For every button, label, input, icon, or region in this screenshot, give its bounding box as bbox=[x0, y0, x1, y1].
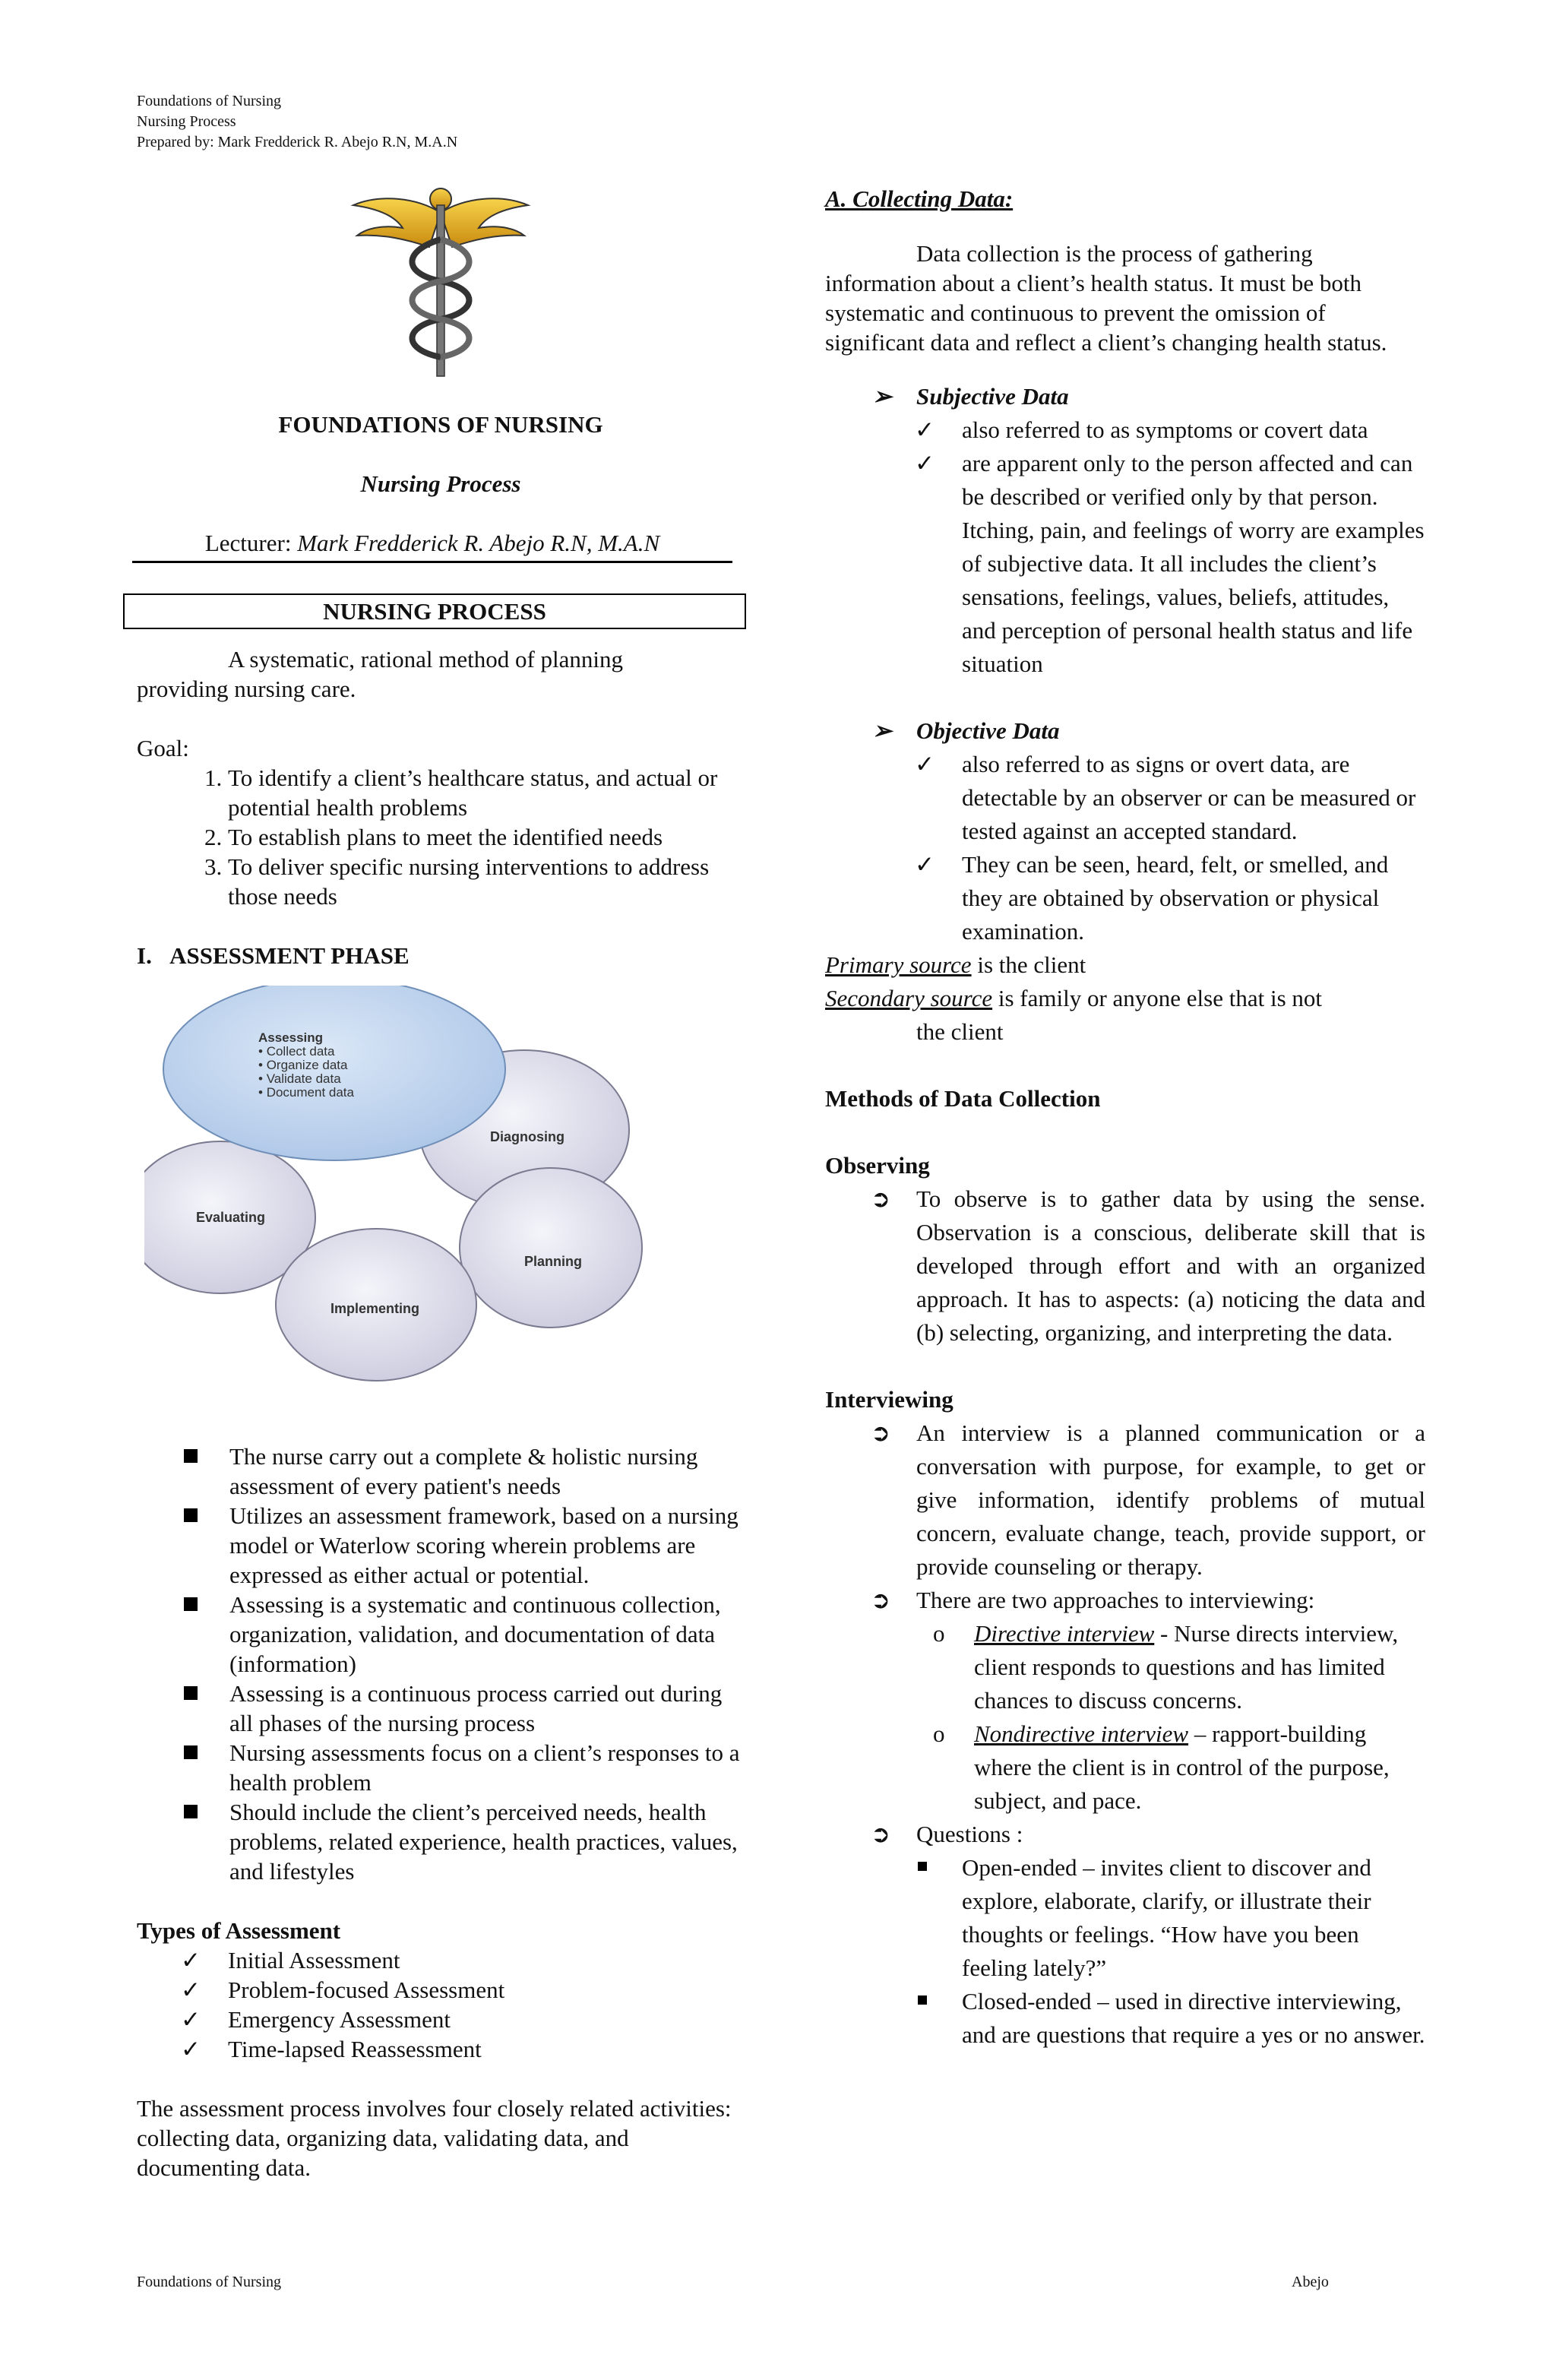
goal-label: Goal: bbox=[137, 735, 189, 761]
methods-heading: Methods of Data Collection bbox=[825, 1085, 1101, 1112]
header-line-1: Foundations of Nursing bbox=[137, 93, 281, 109]
phase-title: ASSESSMENT PHASE bbox=[169, 942, 410, 969]
interviewing-heading: Interviewing bbox=[825, 1386, 954, 1413]
arrow-bullet-icon: ➲ bbox=[871, 1821, 890, 1847]
primary-source-label: Primary source bbox=[825, 951, 972, 978]
assessing-item: • Organize data bbox=[258, 1058, 348, 1072]
circle-bullet-icon: o bbox=[933, 1620, 945, 1647]
triangle-bullet-icon: ➢ bbox=[872, 383, 892, 410]
interview-def: ➲ An interview is a planned communication or a conversation with purpose, for example, to get or give information, identify problems of mutual concern, evaluate change, teach, provide support, or provide counseling or therapy. bbox=[825, 1416, 1425, 1584]
check-icon: ✓ bbox=[181, 2006, 201, 2033]
observing-item: ➲ To observe is to gather data by using the sense. Observation is a conscious, deliberate skill that is developed through effort and with an organized approach. It has to aspects: (a) noticing the data and (b) selecting, organizing, and interpreting the data. bbox=[825, 1182, 1425, 1350]
type-item: ✓ Emergency Assessment bbox=[181, 2006, 451, 2033]
secondary-source-cont: the client bbox=[916, 1018, 1004, 1045]
definition-line2: providing nursing care. bbox=[137, 676, 356, 702]
footer-left: Foundations of Nursing bbox=[137, 2274, 281, 2290]
phase-heading bbox=[137, 941, 745, 970]
check-icon: ✓ bbox=[915, 751, 935, 777]
doc-subtitle: Nursing Process bbox=[360, 470, 521, 497]
assessing-item: • Validate data bbox=[258, 1071, 341, 1086]
subjective-item: ✓ also referred to as symptoms or covert data bbox=[825, 413, 1425, 447]
diagram-graphic bbox=[144, 986, 722, 1411]
directive-item: o Directive interview - Nurse directs interview, client responds to questions and has limited chances to discuss concerns. bbox=[825, 1617, 1425, 1717]
intro-paragraph: information about a client’s health status. It must be both systematic and continuous to prevent the omission of significant data and reflect a client’s changing health status. bbox=[825, 270, 1387, 356]
bullet-item: Assessing is a systematic and continuous collection, organization, validation, and documentation of data (information) bbox=[182, 1590, 745, 1679]
bullet-item: Assessing is a continuous process carried out during all phases of the nursing process bbox=[182, 1679, 745, 1738]
check-icon: ✓ bbox=[915, 450, 935, 476]
arrow-bullet-icon: ➲ bbox=[871, 1419, 890, 1446]
assessing-title: Assessing bbox=[258, 1030, 324, 1045]
square-bullet-icon bbox=[918, 1995, 927, 2005]
goal-list bbox=[137, 763, 745, 911]
objective-item: ✓ They can be seen, heard, felt, or smelled, and they are obtained by observation or physical examination. bbox=[825, 848, 1425, 948]
page-header bbox=[137, 91, 457, 153]
section-box-title: NURSING PROCESS bbox=[123, 593, 746, 629]
assessment-bullet-list bbox=[137, 1442, 745, 1886]
diagnosing-label: Diagnosing bbox=[490, 1129, 565, 1144]
assessing-label-group bbox=[258, 1031, 354, 1100]
check-icon: ✓ bbox=[181, 1976, 201, 2003]
definition-line1: A systematic, rational method of planning bbox=[228, 646, 624, 673]
nondirective-item: o Nondirective interview – rapport-building where the client is in control of the purpose, subject, and pace. bbox=[825, 1717, 1425, 1818]
observing-heading: Observing bbox=[825, 1152, 930, 1179]
phase-number: I. bbox=[137, 942, 152, 969]
subjective-heading: ➢ Subjective Data bbox=[825, 380, 1425, 413]
right-column bbox=[825, 182, 1425, 2052]
implementing-label: Implementing bbox=[330, 1301, 420, 1316]
type-item: ✓ Initial Assessment bbox=[181, 1947, 400, 1973]
assessing-item: • Document data bbox=[258, 1085, 354, 1100]
lecturer-line bbox=[132, 528, 732, 563]
check-icon: ✓ bbox=[181, 1947, 201, 1973]
section-a-title: A. Collecting Data: bbox=[825, 185, 1014, 212]
subjective-item: ✓ are apparent only to the person affected and can be described or verified only by that person. Itching, pain, and feelings of worry are examples of subjective data. It all includes the client’s sensations, feelings, values, beliefs, attitudes, and perception of personal health status and life situation bbox=[825, 447, 1425, 681]
closing-paragraph: The assessment process involves four closely related activities: collecting data, organizing data, validating data, and documenting data. bbox=[137, 2095, 732, 2181]
type-item: ✓ Problem-focused Assessment bbox=[181, 1976, 505, 2003]
question-type-item: Open-ended – invites client to discover and explore, elaborate, clarify, or illustrate their thoughts or feelings. “How have you been feeling lately?” bbox=[825, 1851, 1425, 1985]
left-column bbox=[137, 175, 745, 2182]
evaluating-label: Evaluating bbox=[196, 1210, 266, 1225]
triangle-bullet-icon: ➢ bbox=[872, 717, 892, 744]
nondirective-label: Nondirective interview bbox=[974, 1720, 1189, 1747]
type-item: ✓ Time-lapsed Reassessment bbox=[181, 2036, 482, 2062]
assessing-item: • Collect data bbox=[258, 1044, 335, 1059]
goal-item: 3. To deliver specific nursing interventions to address those needs bbox=[228, 852, 745, 911]
objective-item: ✓ also referred to as signs or overt data, are detectable by an observer or can be measured or tested against an accepted standard. bbox=[825, 748, 1425, 848]
goal-item: 2. To establish plans to meet the identified needs bbox=[228, 822, 745, 852]
check-icon: ✓ bbox=[915, 851, 935, 878]
planning-label: Planning bbox=[524, 1254, 582, 1269]
nursing-process-diagram bbox=[144, 986, 722, 1411]
square-bullet-icon bbox=[918, 1862, 927, 1871]
secondary-source-line: Secondary source is family or anyone else that is not bbox=[825, 985, 1323, 1011]
approaches-line: ➲ There are two approaches to interviewing: bbox=[825, 1584, 1425, 1617]
types-list bbox=[137, 1945, 745, 2064]
arrow-bullet-icon: ➲ bbox=[871, 1587, 890, 1613]
check-icon: ✓ bbox=[181, 2036, 201, 2062]
bullet-item: The nurse carry out a complete & holistic nursing assessment of every patient's needs bbox=[182, 1442, 745, 1501]
lecturer-name: Mark Fredderick R. Abejo R.N, M.A.N bbox=[297, 530, 660, 556]
circle-bullet-icon: o bbox=[933, 1720, 945, 1747]
header-line-3: Prepared by: Mark Fredderick R. Abejo R.N, M.A.N bbox=[137, 134, 458, 150]
questions-line: ➲ Questions : bbox=[825, 1818, 1425, 1851]
question-type-item: Closed-ended – used in directive interviewing, and are questions that require a yes or no answer. bbox=[825, 1985, 1425, 2052]
doc-title: FOUNDATIONS OF NURSING bbox=[278, 411, 603, 438]
footer-right: Abejo bbox=[1292, 2274, 1329, 2290]
bullet-item: Nursing assessments focus on a client’s responses to a health problem bbox=[182, 1738, 745, 1797]
intro-line1: Data collection is the process of gathering bbox=[916, 240, 1313, 267]
primary-source-line: Primary source is the client bbox=[825, 951, 1086, 978]
objective-heading: ➢ Objective Data bbox=[825, 714, 1425, 748]
bullet-item: Utilizes an assessment framework, based on a nursing model or Waterlow scoring wherein problems are expressed as either actual or potential. bbox=[182, 1501, 745, 1590]
secondary-source-label: Secondary source bbox=[825, 985, 993, 1011]
bullet-item: Should include the client’s perceived needs, health problems, related experience, health practices, values, and lifestyles bbox=[182, 1797, 745, 1886]
goal-item: 1. To identify a client’s healthcare status, and actual or potential health problems bbox=[228, 763, 745, 822]
header-line-2: Nursing Process bbox=[137, 113, 236, 130]
directive-label: Directive interview bbox=[974, 1620, 1155, 1647]
types-heading: Types of Assessment bbox=[137, 1917, 341, 1944]
caduceus-logo bbox=[349, 175, 532, 380]
check-icon: ✓ bbox=[915, 416, 935, 443]
arrow-bullet-icon: ➲ bbox=[871, 1185, 890, 1212]
lecturer-label: Lecturer: bbox=[204, 530, 298, 556]
